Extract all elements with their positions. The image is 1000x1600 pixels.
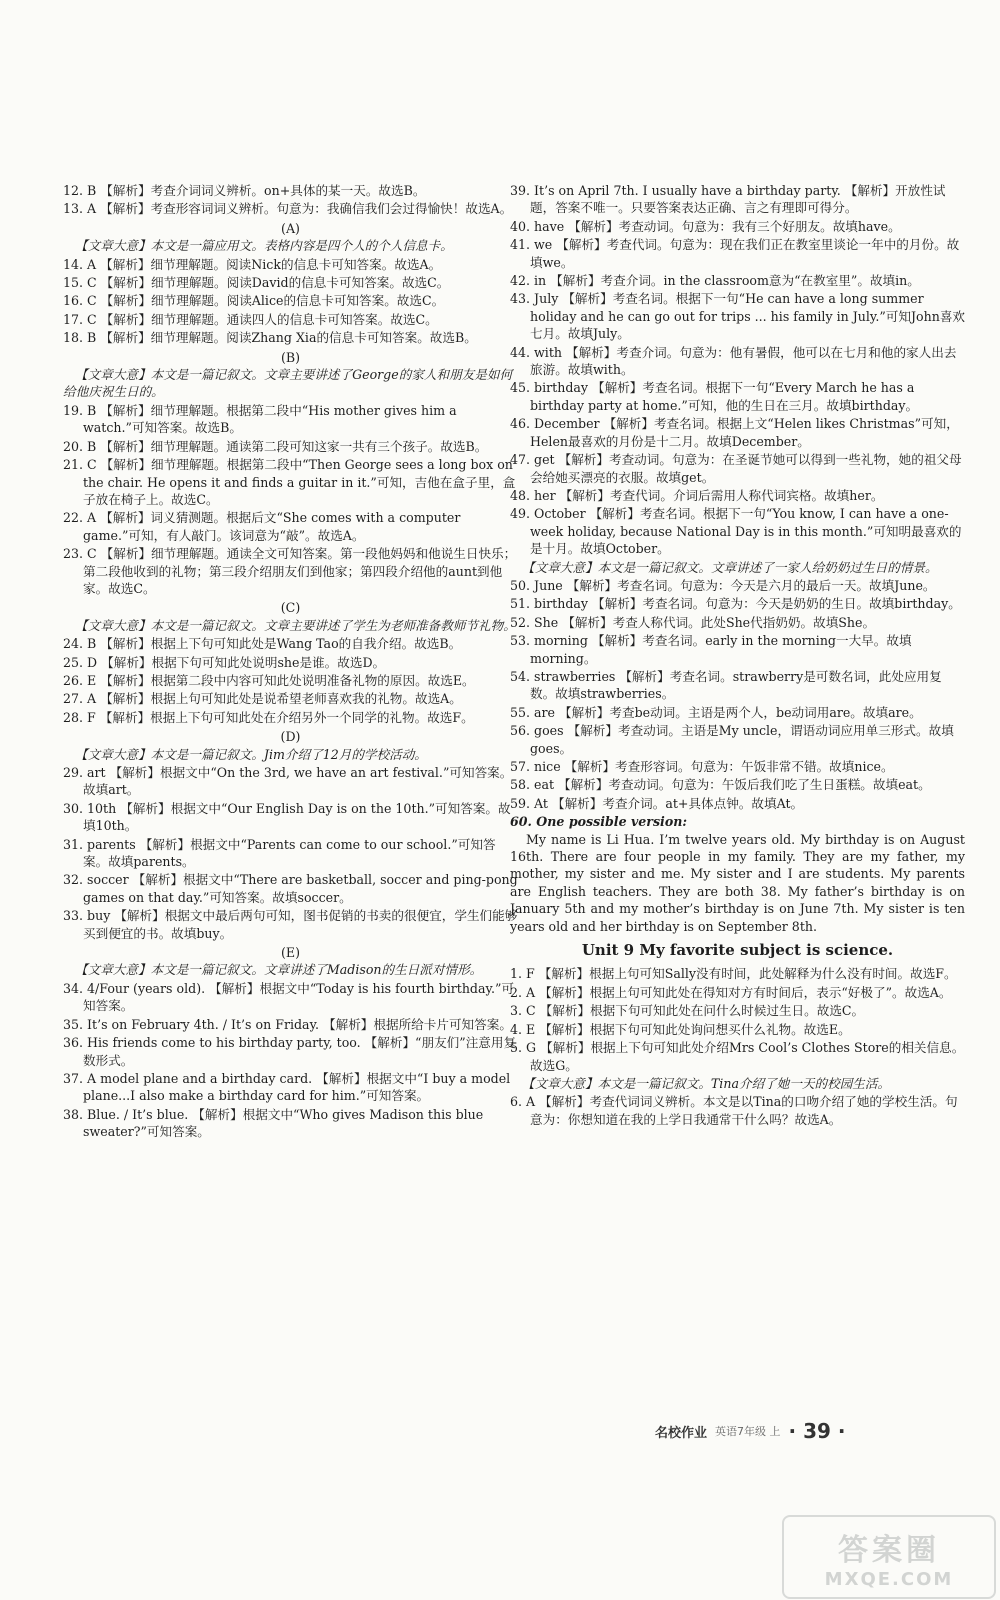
answer-item: 39. It’s on April 7th. I usually have a birthday party. 【解析】开放性试题，答案不唯一。只要答案表达正确、言之有理即可得分。: [510, 183, 946, 216]
answer-item: 20. B 【解析】细节理解题。通读第二段可知这家一共有三个孩子。故选B。: [63, 438, 488, 454]
answer-item: 27. A 【解析】根据上句可知此处是说希望老师喜欢我的礼物。故选A。: [63, 691, 462, 707]
article-summary: 【文章大意】本文是一篇记叙文。文章讲述了Madison的生日派对情形。: [75, 962, 483, 978]
answer-item: 21. C 【解析】细节理解题。根据第二段中“Then George sees a long box on the chair. He opens it and finds a guitar in it.”可知，吉他在盒子里，盒子放在椅子上。故选C。: [63, 457, 516, 507]
answer-item: 57. nice 【解析】考查形容词。句意为：午饭非常不错。故填nice。: [510, 759, 894, 774]
answer-item: 6. A 【解析】考查代词词义辨析。本文是以Tina的口吻介绍了她的学校生活。句意为：你想知道在我的上学日我通常干什么吗？故选A。: [510, 1094, 958, 1127]
article-summary: 【文章大意】本文是一篇记叙文。Jim介绍了12月的学校活动。: [75, 746, 427, 762]
answer-item: 13. A 【解析】考查形容词词义辨析。句意为：我确信我们会过得愉快！故选A。: [63, 201, 513, 217]
essay-heading: 60. One possible version:: [510, 814, 688, 830]
section-label: (C): [280, 600, 301, 616]
unit-title: Unit 9 My favorite subject is science.: [581, 941, 894, 960]
answer-item: 36. His friends come to his birthday party, too. 【解析】“朋友们”注意用复数形式。: [63, 1035, 517, 1068]
section-label: (B): [280, 349, 301, 365]
article-summary: 【文章大意】本文是一篇应用文。表格内容是四个人的个人信息卡。: [75, 238, 453, 254]
answer-item: 22. A 【解析】词义猜测题。根据后文“She comes with a computer game.”可知，有人敲门。该词意为“敲”。故选A。: [63, 510, 461, 543]
essay-paragraph: My name is Li Hua. I’m twelve years old. My birthday is on August 16th. There are four people in my family. They are my father, my mother, my sister and me. My sister and I are students. My parents are English teachers. They are both 38. My father’s birthday is on January 5th and my mother’s birthday is on June 7th. My sister is ten years old and her birthday is on September 8th.: [510, 831, 965, 934]
answer-item: 25. D 【解析】根据下句可知此处说明she是谁。故选D。: [63, 654, 386, 670]
answer-item: 58. eat 【解析】考查动词。句意为：午饭后我们吃了生日蛋糕。故填eat。: [510, 777, 931, 793]
answer-item: 42. in 【解析】考查介词。in the classroom意为“在教室里”。故填in。: [510, 273, 920, 289]
page-footer: [655, 1418, 895, 1444]
answer-item: 46. December 【解析】考查名词。根据上文“Helen likes Christmas”可知，Helen最喜欢的月份是十二月。故填December。: [510, 416, 959, 449]
answer-item: 56. goes 【解析】考查动词。主语是My uncle，谓语动词应用单三形式。故填goes。: [510, 723, 954, 756]
answer-item: 32. soccer 【解析】根据文中“There are basketball, soccer and ping-pong games on that day.”可知答案。故填soccer。: [63, 872, 518, 905]
article-summary: 【文章大意】本文是一篇记叙文。Tina介绍了她一天的校园生活。: [522, 1075, 891, 1091]
answer-item: 37. A model plane and a birthday card. 【解析】根据文中“I buy a model plane...I also make a birthday card for him.”可知答案。: [63, 1070, 511, 1104]
answer-item: 26. E 【解析】根据第二段中内容可知此处说明准备礼物的原因。故选E。: [63, 672, 475, 688]
answer-item: 23. C 【解析】细节理解题。通读全文可知答案。第一段他妈妈和他说生日快乐；第二段他收到的礼物；第三段介绍朋友们到他家；第四段介绍他的aunt到他家。故选C。: [63, 546, 517, 596]
answer-item: 51. birthday 【解析】考查名词。句意为：今天是奶奶的生日。故填birthday。: [510, 596, 961, 612]
answer-item: 48. her 【解析】考查代词。介词后需用人称代词宾格。故填her。: [510, 487, 884, 503]
article-summary: 【文章大意】本文是一篇记叙文。文章讲述了一家人给奶奶过生日的情景。: [522, 559, 938, 575]
article-summary: 【文章大意】本文是一篇记叙文。文章主要讲述了George的家人和朋友是如何给他庆祝生日的。: [63, 367, 513, 400]
section-label: (E): [280, 945, 301, 961]
section-label: (D): [280, 729, 301, 745]
answer-item: 4. E 【解析】根据下句可知此处询问想买什么礼物。故选E。: [510, 1021, 851, 1037]
answer-item: 35. It’s on February 4th. / It’s on Friday. 【解析】根据所给卡片可知答案。: [63, 1016, 512, 1032]
answer-item: 24. B 【解析】根据上下句可知此处是Wang Tao的自我介绍。故选B。: [63, 636, 462, 652]
right-column: [510, 182, 965, 1129]
answer-item: 28. F 【解析】根据上下句可知此处在介绍另外一个同学的礼物。故选F。: [63, 709, 474, 725]
answer-item: 52. She 【解析】考查人称代词。此处She代指奶奶。故填She。: [510, 614, 876, 630]
answer-item: 49. October 【解析】考查名词。根据下一句“You know, I can have a one-week holiday, because National Day is in this month.”可知明最喜欢的是十月。故填October。: [510, 506, 962, 557]
answer-item: 3. C 【解析】根据下句可知此处在问什么时候过生日。故选C。: [510, 1003, 865, 1019]
answer-item: 47. get 【解析】考查动词。句意为：在圣诞节她可以得到一些礼物，她的祖父母会给她买漂亮的衣服。故填get。: [510, 452, 962, 485]
answer-item: 55. are 【解析】考查be动词。主语是两个人，be动词用are。故填are。: [510, 704, 922, 720]
answer-item: 59. At 【解析】考查介词。at+具体点钟。故填At。: [510, 795, 804, 811]
answer-item: 45. birthday 【解析】考查名词。根据下一句“Every March he has a birthday party at home.”可知，他的生日在三月。故填birthday。: [510, 380, 919, 413]
answer-item: 19. B 【解析】细节理解题。根据第二段中“His mother gives him a watch.”可知答案。故选B。: [63, 402, 457, 436]
article-summary: 【文章大意】本文是一篇记叙文。文章主要讲述了学生为老师准备教师节礼物。: [75, 617, 516, 633]
answer-item: 1. F 【解析】根据上句可知Sally没有时间，此处解释为什么没有时间。故选F。: [510, 966, 957, 982]
footer-brand: 名校作业: [655, 1425, 708, 1441]
answer-item: 44. with 【解析】考查介词。句意为：他有暑假，他可以在七月和他的家人出去旅游。故填with。: [510, 344, 957, 378]
answer-item: 53. morning 【解析】考查名词。early in the morning一大早。故填morning。: [510, 633, 912, 666]
answer-item: 34. 4/Four (years old). 【解析】根据文中“Today is his fourth birthday.”可知答案。: [63, 980, 514, 1014]
answer-item: 29. art 【解析】根据文中“On the 3rd, we have an art festival.”可知答案。故填art。: [63, 765, 513, 798]
answer-item: 15. C 【解析】细节理解题。阅读David的信息卡可知答案。故选C。: [63, 275, 450, 291]
watermark-logo: [782, 1515, 996, 1599]
watermark-cn: 答案圈: [838, 1532, 940, 1568]
answer-item: 2. A 【解析】根据上句可知此处在得知对方有时间后，表示“好极了”。故选A。: [510, 984, 952, 1000]
answer-item: 16. C 【解析】细节理解题。阅读Alice的信息卡可知答案。故选C。: [63, 293, 445, 309]
watermark-en: MXQE.COM: [824, 1568, 954, 1590]
left-column: [63, 182, 518, 1142]
answer-item: 33. buy 【解析】根据文中最后两句可知，图书促销的书卖的很便宜，学生们能够买到便宜的书。故填buy。: [63, 908, 518, 941]
answer-item: 43. July 【解析】考查名词。根据下一句“He can have a long summer holiday and he can go out for trips ... his family in July.”可知John喜欢七月。故填July。: [510, 291, 966, 342]
answer-item: 5. G 【解析】根据上下句可知此处介绍Mrs Cool’s Clothes Store的相关信息。故选G。: [510, 1040, 965, 1073]
answer-item: 30. 10th 【解析】根据文中“Our English Day is on the 10th.”可知答案。故填10th。: [63, 800, 511, 834]
section-label: (A): [281, 220, 300, 236]
answer-item: 12. B 【解析】考查介词词义辨析。on+具体的某一天。故选B。: [63, 183, 426, 198]
answer-item: 38. Blue. / It’s blue. 【解析】根据文中“Who gives Madison this blue sweater?”可知答案。: [63, 1106, 484, 1140]
answer-item: 14. A 【解析】细节理解题。阅读Nick的信息卡可知答案。故选A。: [63, 256, 442, 272]
answer-item: 41. we 【解析】考查代词。句意为：现在我们正在教室里谈论一年中的月份。故填we。: [510, 237, 960, 270]
page-number: · 39 ·: [788, 1419, 846, 1443]
answer-item: 50. June 【解析】考查名词。句意为：今天是六月的最后一天。故填June。: [510, 577, 936, 593]
answer-item: 40. have 【解析】考查动词。句意为：我有三个好朋友。故填have。: [510, 218, 901, 234]
answer-item: 17. C 【解析】细节理解题。通读四人的信息卡可知答案。故选C。: [63, 311, 438, 327]
answer-item: 31. parents 【解析】根据文中“Parents can come to our school.”可知答案。故填parents。: [63, 836, 496, 870]
answer-item: 54. strawberries 【解析】考查名词。strawberry是可数名词，此处应用复数。故填strawberries。: [510, 668, 942, 702]
footer-subject: 英语7年级 上: [715, 1425, 781, 1438]
answer-item: 18. B 【解析】细节理解题。阅读Zhang Xia的信息卡可知答案。故选B。: [63, 330, 477, 346]
